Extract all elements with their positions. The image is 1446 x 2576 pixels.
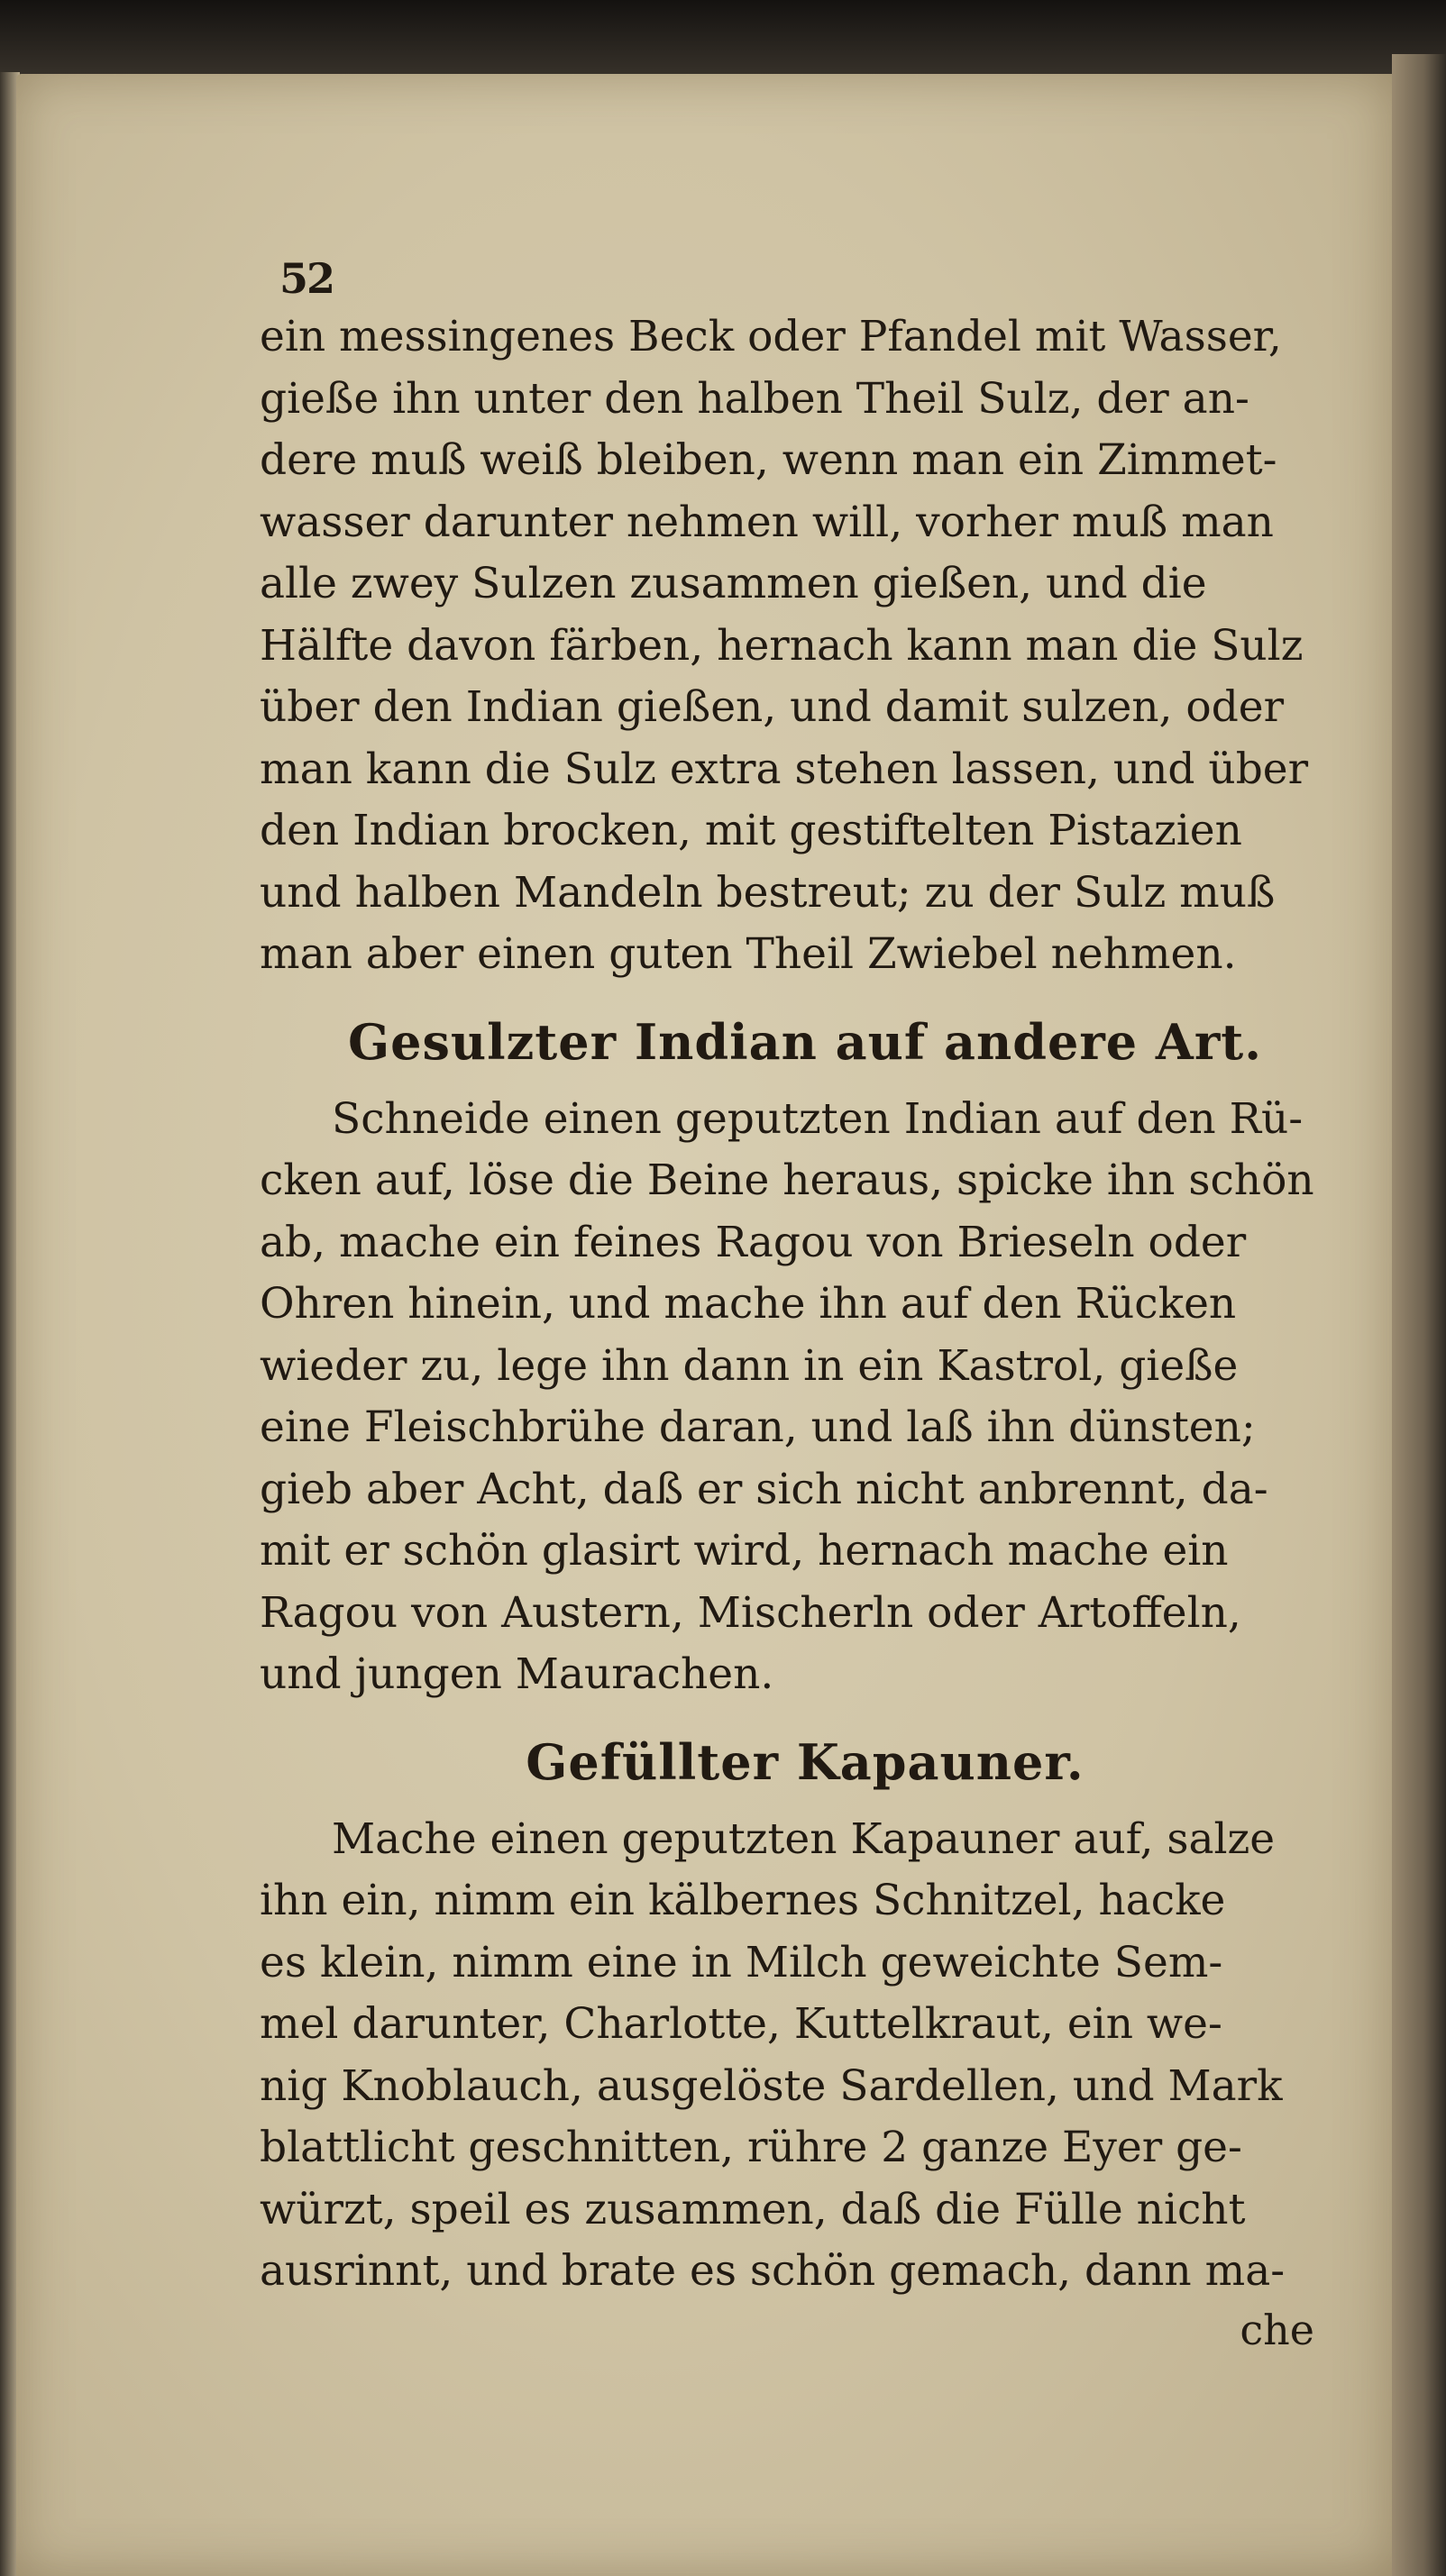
recipe-heading-gefuellter-kapauner: Gefüllter Kapauner.	[526, 1732, 1084, 1791]
text-line: eine Fleischbrühe daran, und laß ihn dünsten;	[260, 1402, 1256, 1452]
text-line: gieße ihn unter den halben Theil Sulz, der an-	[260, 373, 1249, 424]
text-line: gieb aber Acht, daß er sich nicht anbrennt, da-	[260, 1464, 1268, 1514]
paragraph-gefuellter-kapauner	[260, 1809, 1350, 2303]
text-line: und jungen Maurachen.	[260, 1649, 774, 1699]
text-line: mel darunter, Charlotte, Kuttelkraut, ein we-	[260, 1999, 1222, 2049]
text-line: Schneide einen geputzten Indian auf den Rü-	[332, 1093, 1304, 1144]
text-line: ein messingenes Beck oder Pfandel mit Wasser,	[260, 312, 1282, 361]
text-line: würzt, speil es zusammen, daß die Fülle nicht	[260, 2184, 1246, 2234]
text-line: Ragou von Austern, Mischerln oder Artoffeln,	[260, 1587, 1241, 1638]
facing-page-edge	[0, 0, 1446, 83]
text-line: ab, mache ein feines Ragou von Brieseln oder	[260, 1217, 1247, 1267]
text-line: ausrinnt, und brate es schön gemach, dann ma-	[260, 2246, 1286, 2296]
text-line: Ohren hinein, und mache ihn auf den Rücken	[260, 1279, 1237, 1329]
text-line: man kann die Sulz extra stehen lassen, und über	[260, 744, 1309, 794]
text-line: Hälfte davon färben, hernach kann man die Sulz	[260, 620, 1304, 671]
text-line: Mache einen geputzten Kapauner auf, salze	[332, 1813, 1276, 1864]
text-line: und halben Mandeln bestreut; zu der Sulz muß	[260, 867, 1276, 918]
text-line: mit er schön glasirt wird, hernach mache ein	[260, 1526, 1229, 1576]
text-line: wieder zu, lege ihn dann in ein Kastrol, gieße	[260, 1340, 1239, 1391]
recipe-heading-gesulzter-indian: Gesulzter Indian auf andere Art.	[347, 1012, 1263, 1071]
text-line: cken auf, löse die Beine heraus, spicke ihn schön	[260, 1156, 1314, 1205]
text-line: wasser darunter nehmen will, vorher muß man	[260, 497, 1274, 547]
text-line: nig Knoblauch, ausgelöste Sardellen, und Mark	[260, 2060, 1283, 2111]
catchword: che	[1240, 2305, 1314, 2354]
page-number: 52	[279, 254, 334, 303]
text-line: blattlicht geschnitten, rühre 2 ganze Eyer ge-	[260, 2123, 1242, 2172]
text-line: man aber einen guten Theil Zwiebel nehmen.	[260, 929, 1237, 979]
text-line: dere muß weiß bleiben, wenn man ein Zimmet-	[260, 435, 1277, 485]
page-stack-edge	[1392, 54, 1446, 2576]
text-line: es klein, nimm eine in Milch geweichte Sem-	[260, 1937, 1223, 1987]
text-line: über den Indian gießen, und damit sulzen, oder	[260, 682, 1285, 732]
text-line: den Indian brocken, mit gestiftelten Pistazien	[260, 806, 1242, 855]
text-line: ihn ein, nimm ein kälbernes Schnitzel, hacke	[260, 1876, 1226, 1925]
paragraph-sulz-instructions	[260, 306, 1350, 986]
paragraph-gesulzter-indian	[260, 1089, 1350, 1706]
text-line: alle zwey Sulzen zusammen gießen, und die	[260, 559, 1207, 608]
paper-page	[16, 74, 1392, 2576]
page-text-block	[260, 254, 1350, 2357]
